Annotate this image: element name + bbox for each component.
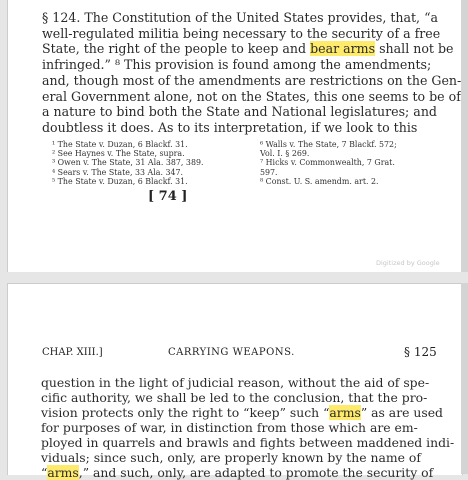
text-span: well-regulated militia being necessary to the security of a free — [42, 25, 441, 41]
footnote: 597. — [260, 167, 278, 177]
footnote: ⁷ Hicks v. Commonwealth, 7 Grat. — [260, 158, 395, 168]
page-75-text-line — [41, 466, 441, 480]
page-75-text-line — [41, 376, 441, 390]
text-span: a nature to bind both the State and National legislatures; and — [42, 104, 437, 120]
page-75-text-line — [41, 435, 455, 450]
page-edge-shadow-bottom — [461, 283, 468, 474]
page-74-text-line — [42, 58, 438, 72]
text-span: ployed in quarrels and brawls and fights between maddened indi- — [41, 435, 455, 450]
page-74-text-line — [42, 121, 438, 135]
section-number: § 125 — [404, 345, 437, 359]
chapter-header: CHAP. XIII.] — [42, 347, 103, 358]
page-74-text-line — [42, 72, 462, 88]
page-74-text-line — [42, 41, 454, 57]
page-74-text-line — [42, 11, 438, 25]
footnote: ⁶ Walls v. The State, 7 Blackf. 572; — [260, 140, 397, 149]
text-span: State, the right of the people to keep and — [42, 41, 311, 57]
highlighted-term: arms — [47, 465, 79, 480]
page-number: [ 74 ] — [148, 189, 188, 204]
book-page-75 — [7, 283, 463, 480]
page-75-text-line — [41, 391, 441, 405]
footnote: ² See Haynes v. The State, supra. — [52, 149, 185, 159]
text-span: vision protects only the right to “keep” such “ — [41, 405, 330, 420]
text-span: ,” and such, only, are adapted to promote the security of — [78, 465, 434, 480]
page-75-text-line — [41, 406, 441, 420]
page-gap — [0, 272, 468, 283]
highlighted-term: arms — [329, 405, 361, 420]
footnote: ⁸ Const. U. S. amendm. art. 2. — [260, 176, 379, 186]
text-span: shall not be — [375, 41, 454, 57]
book-page-74 — [7, 0, 463, 273]
running-title: CARRYING WEAPONS. — [168, 347, 295, 358]
text-span: ” as are used — [360, 405, 443, 420]
digitized-by-google-watermark: Digitized by Google — [376, 259, 440, 267]
footnote: ⁴ Sears v. The State, 33 Ala. 347. — [52, 167, 184, 177]
footnote: ³ Owen v. The State, 31 Ala. 387, 389. — [52, 158, 204, 168]
highlighted-term: bear arms — [310, 41, 376, 57]
text-span: cific authority, we shall be led to the conclusion, that the pro- — [41, 390, 428, 405]
text-span: and, though most of the amendments are restrictions on the Gen- — [42, 72, 462, 88]
text-span: infringed.” ⁸ This provision is found among the amendments; — [42, 57, 432, 73]
footnote: Vol. I. § 269. — [260, 149, 310, 159]
footnote: ¹ The State v. Duzan, 6 Blackf. 31. — [52, 140, 188, 149]
footnote: ⁵ The State v. Duzan, 6 Blackf. 31. — [52, 176, 188, 186]
page-75-text-line — [41, 451, 441, 465]
text-span: “ — [41, 465, 48, 480]
page-edge-shadow-top — [461, 0, 468, 272]
page-74-text-line — [42, 105, 438, 119]
page-74-text-line — [42, 25, 441, 41]
text-span: viduals; since such, only, are properly known by the name of — [41, 450, 421, 465]
text-span: § 124. The Constitution of the United States provides, that, “a — [42, 10, 439, 25]
text-span: eral Government alone, not on the States, this one seems to be of — [42, 88, 461, 104]
text-span: question in the light of judicial reason, without the aid of spe- — [41, 375, 430, 390]
text-span: doubtless it does. As to its interpretation, if we look to this — [42, 119, 418, 135]
page-74-text-line — [42, 88, 461, 104]
text-span: for purposes of war, in distinction from those which are em- — [41, 420, 418, 435]
page-75-text-line — [41, 421, 441, 435]
